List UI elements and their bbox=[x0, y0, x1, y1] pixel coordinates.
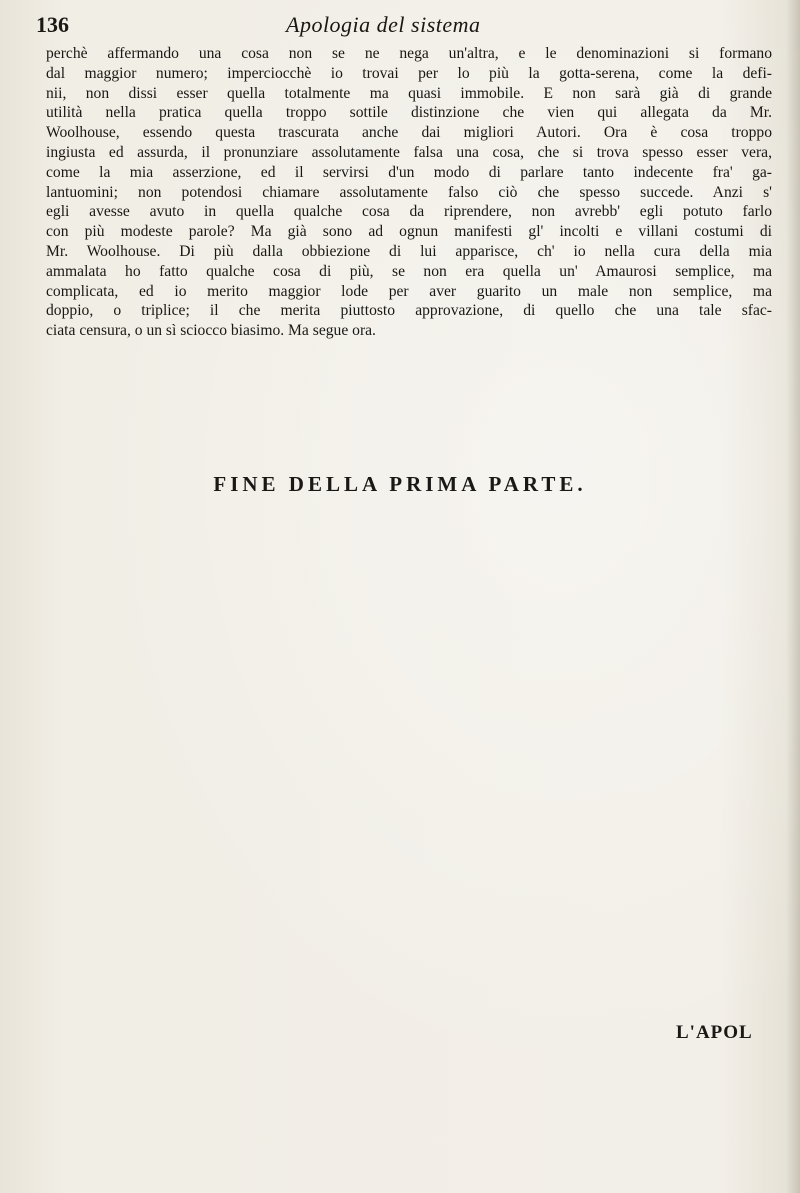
page-number: 136 bbox=[36, 12, 69, 37]
text-line: come la mia asserzione, ed il servirsi d'un modo di parlare tanto indecente fra' ga- bbox=[46, 163, 772, 181]
text-line: ciata censura, o un sì sciocco biasimo. Ma segue ora. bbox=[46, 322, 376, 340]
running-head: Apologia del sistema bbox=[286, 12, 481, 37]
text-line: complicata, ed io merito maggior lode per aver guarito un male non semplice, ma bbox=[46, 282, 772, 300]
section-end-heading: FINE DELLA PRIMA PARTE. bbox=[213, 472, 587, 496]
text-line: lantuomini; non potendosi chiamare assolutamente falso ciò che spesso succede. Anzi s' bbox=[46, 183, 772, 201]
text-line: Mr. Woolhouse. Di più dalla obbiezione di lui apparisce, ch' io nella cura della mia bbox=[46, 242, 772, 260]
page-header bbox=[36, 8, 776, 42]
text-line: doppio, o triplice; il che merita piuttosto approvazione, di quello che una tale sfac- bbox=[46, 302, 772, 320]
text-line: egli avesse avuto in quella qualche cosa da riprendere, non avrebb' egli potuto farlo bbox=[46, 203, 772, 221]
text-line: con più modeste parole? Ma già sono ad ognun manifesti gl' incolti e villani costumi di bbox=[46, 223, 772, 241]
text-line: dal maggior numero; imperciocchè io trovai per lo più la gotta-serena, come la defi- bbox=[46, 64, 772, 82]
text-line: ammalata ho fatto qualche cosa di più, se non era quella un' Amaurosi semplice, ma bbox=[46, 262, 772, 280]
body-paragraph bbox=[46, 44, 772, 341]
text-line: utilità nella pratica quella troppo sottile distinzione che vien qui allegata da Mr. bbox=[46, 104, 772, 122]
text-line: Woolhouse, essendo questa trascurata anche dai migliori Autori. Ora è cosa troppo bbox=[46, 124, 772, 142]
text-line: perchè affermando una cosa non se ne nega un'altra, e le denominazioni si formano bbox=[46, 45, 772, 62]
text-line: ingiusta ed assurda, il pronunziare assolutamente falsa una cosa, che si trova spesso esser vera, bbox=[46, 143, 772, 161]
catchword: L'APOL bbox=[676, 1022, 753, 1043]
text-line: nii, non dissi esser quella totalmente ma quasi immobile. E non sarà già di grande bbox=[46, 84, 772, 102]
